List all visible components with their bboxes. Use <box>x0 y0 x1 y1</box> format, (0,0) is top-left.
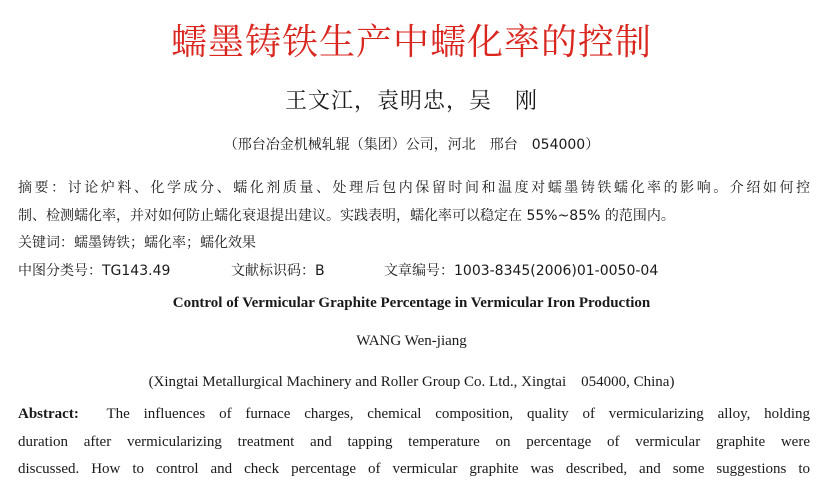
chinese-keywords-label: 关键词： <box>18 235 74 251</box>
english-title: Control of Vermicular Graphite Percentage in Vermicular Iron Production <box>172 295 651 311</box>
chinese-abstract-label: 摘要： <box>18 180 68 196</box>
chinese-abstract-line-2: 制、检测蠕化率，并对如何防止蠕化衰退提出建议。实践表明，蠕化率可以稳定在 55%~85% 的范围内。 <box>18 208 675 224</box>
classification-row <box>18 260 658 280</box>
english-abstract-line-3: discussed. How to control and check percentage of vermicular graphite was described, and some suggestions to <box>18 461 810 477</box>
chinese-affiliation: （邢台冶金机械轧辊（集团）公司，河北 邢台 054000） <box>223 137 600 153</box>
english-abstract-line-2: duration after vermicularizing treatment and tapping temperature on percentage of vermicular graphite were <box>18 434 810 450</box>
english-abstract-line-1: Abstract: The influences of furnace charges, chemical composition, quality of vermicularizing alloy, holding <box>18 406 810 422</box>
clc-number: 中图分类号：TG143.49 <box>18 263 171 279</box>
chinese-abstract-line-1: 摘要：讨论炉料、化学成分、蠕化剂质量、处理后包内保留时间和温度对蠕墨铸铁蠕化率的影响。介绍如何控 <box>18 180 811 196</box>
english-author: WANG Wen-jiang <box>356 333 467 349</box>
document-code: 文献标识码：B <box>231 263 325 279</box>
article-number: 文章编号：1003-8345(2006)01-0050-04 <box>384 263 659 279</box>
chinese-keywords-value: 蠕墨铸铁；蠕化率；蠕化效果 <box>74 235 256 251</box>
chinese-title: 蠕墨铸铁生产中蠕化率的控制 <box>170 22 652 63</box>
english-affiliation: (Xingtai Metallurgical Machinery and Roller Group Co. Ltd., Xingtai 054000, China) <box>148 374 675 390</box>
english-abstract-label: Abstract: <box>18 406 79 422</box>
chinese-authors: 王文江，袁明忠，吴 刚 <box>284 89 538 114</box>
chinese-keywords <box>18 232 256 252</box>
